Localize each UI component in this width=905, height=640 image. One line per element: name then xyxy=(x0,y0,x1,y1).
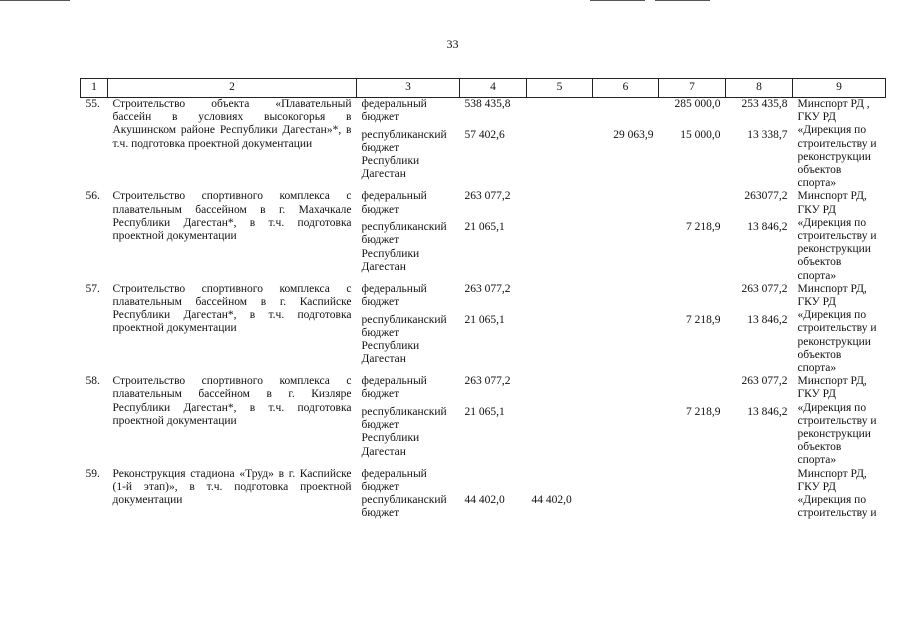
amount-cell: 13 846,2 xyxy=(747,221,788,234)
amount-cell xyxy=(659,190,726,221)
funding-source: федеральный бюджет xyxy=(361,98,427,124)
object-title-line: (1-й этап)», в т.ч. подготовка проектной xyxy=(112,480,352,493)
header-row xyxy=(81,79,886,98)
object-title-line: т.ч. подготовка проектной документации xyxy=(112,137,313,150)
amount-cell xyxy=(659,375,726,406)
amount-cell: 21 065,1 xyxy=(464,313,505,326)
row-number: 58. xyxy=(85,375,100,388)
amount-cell xyxy=(593,468,659,494)
amount-cell xyxy=(659,494,726,520)
amount-cell: 13 846,2 xyxy=(747,406,788,419)
amount-cell: 21 065,1 xyxy=(464,406,505,419)
funding-source: федеральный бюджет xyxy=(361,190,427,216)
amount-cell: 263 077,2 xyxy=(741,375,788,388)
amount-cell: 13 846,2 xyxy=(747,313,788,326)
row-number: 57. xyxy=(85,282,100,295)
executor: Минспорт РД , ГКУ РД «Дирекция по строительству и реконструкции объектов спорта» xyxy=(797,98,877,190)
funding-source: республиканский бюджет Республики Дагестан xyxy=(361,221,447,273)
amount-cell: 538 435,8 xyxy=(464,98,511,110)
amount-cell xyxy=(527,283,593,314)
amount-cell xyxy=(726,494,793,520)
table-row-federal xyxy=(81,375,886,406)
column-header: 6 xyxy=(593,79,659,98)
object-title-line: Республики Дагестан*, в т.ч. подготовка xyxy=(112,309,352,322)
top-rule-right xyxy=(655,0,710,1)
object-title xyxy=(108,375,357,467)
page-number: 33 xyxy=(446,37,459,51)
amount-cell xyxy=(593,221,659,283)
amount-cell xyxy=(527,190,593,221)
object-title-line: документации xyxy=(112,494,183,507)
amount-cell: 263077,2 xyxy=(744,190,788,203)
amount-cell xyxy=(527,375,593,406)
object-title-line: Строительство спортивного комплекса с xyxy=(112,282,352,295)
object-title xyxy=(108,468,357,521)
amount-cell xyxy=(593,190,659,221)
object-title-line: Реконструкция стадиона «Труд» в г. Каспийске xyxy=(112,467,352,480)
object-title-line: Республики Дагестан*, в т.ч. подготовка xyxy=(112,401,352,414)
amount-cell xyxy=(527,468,593,494)
table-row-federal xyxy=(81,190,886,221)
amount-cell: 263 077,2 xyxy=(464,282,511,295)
object-title xyxy=(108,98,357,191)
amount-cell xyxy=(593,98,659,129)
top-rule-center xyxy=(590,0,645,1)
executor: Минспорт РД, ГКУ РД «Дирекция по строительству и реконструкции объектов спорта» xyxy=(797,190,877,282)
object-title-line: проектной документации xyxy=(112,414,237,427)
object-title-line: плавательным бассейном в г. Махачкале xyxy=(112,203,352,216)
amount-cell: 7 218,9 xyxy=(686,313,721,326)
amount-cell xyxy=(593,494,659,520)
object-title-line: плавательным бассейном в г. Каспийске xyxy=(112,296,352,309)
amount-cell: 253 435,8 xyxy=(741,98,788,110)
amount-cell xyxy=(593,314,659,376)
funding-source: федеральный бюджет xyxy=(361,467,427,493)
amount-cell xyxy=(593,375,659,406)
funding-source: республиканский бюджет Республики Дагестан xyxy=(361,313,447,366)
object-title-line: плавательным бассейном в г. Кизляре xyxy=(112,388,352,401)
amount-cell xyxy=(593,283,659,314)
funding-source: федеральный бюджет xyxy=(361,282,427,309)
amount-cell: 57 402,6 xyxy=(464,128,505,141)
amount-cell xyxy=(460,468,527,494)
top-rule-left xyxy=(0,0,70,1)
budget-table xyxy=(80,78,886,521)
amount-cell xyxy=(527,221,593,283)
amount-cell xyxy=(659,283,726,314)
object-title xyxy=(108,190,357,282)
row-number: 55. xyxy=(85,98,100,110)
amount-cell xyxy=(527,129,593,191)
column-header: 4 xyxy=(460,79,527,98)
row-number: 59. xyxy=(85,467,100,480)
amount-cell: 21 065,1 xyxy=(464,221,505,234)
object-title-line: бассейн в условиях высокогорья в xyxy=(112,111,352,124)
amount-cell: 263 077,2 xyxy=(464,375,511,388)
amount-cell: 7 218,9 xyxy=(686,406,721,419)
object-title-line: Строительство спортивного комплекса с xyxy=(112,190,352,203)
object-title-line: проектной документации xyxy=(112,322,237,335)
column-header: 8 xyxy=(726,79,793,98)
amount-cell xyxy=(527,406,593,468)
object-title-line: Республики Дагестан*, в т.ч. подготовка xyxy=(112,216,352,229)
funding-source: республиканский бюджет Республики Дагестан xyxy=(361,406,447,458)
column-header: 2 xyxy=(108,79,357,98)
executor: Минспорт РД, ГКУ РД «Дирекция по строительству и реконструкции объектов спорта» xyxy=(797,375,877,467)
amount-cell: 263 077,2 xyxy=(464,190,511,203)
amount-cell xyxy=(527,314,593,376)
amount-cell: 263 077,2 xyxy=(741,282,788,295)
funding-source: республиканский бюджет Республики Дагестан xyxy=(361,128,447,181)
amount-cell: 44 402,0 xyxy=(464,494,505,507)
amount-cell: 15 000,0 xyxy=(680,128,721,141)
amount-cell xyxy=(593,406,659,468)
amount-cell xyxy=(527,98,593,129)
amount-cell: 29 063,9 xyxy=(613,128,654,141)
funding-source: республиканский бюджет xyxy=(361,494,447,520)
amount-cell: 7 218,9 xyxy=(686,221,721,234)
column-header: 9 xyxy=(793,79,886,98)
funding-source: федеральный бюджет xyxy=(361,375,427,401)
object-title xyxy=(108,283,357,375)
amount-cell: 285 000,0 xyxy=(674,98,721,110)
amount-cell xyxy=(659,468,726,494)
column-header: 3 xyxy=(357,79,460,98)
column-header: 7 xyxy=(659,79,726,98)
object-title-line: Строительство объекта «Плавательный xyxy=(112,98,352,110)
amount-cell: 44 402,0 xyxy=(531,494,572,507)
column-header: 1 xyxy=(81,79,108,98)
object-title-line: проектной документации xyxy=(112,230,237,243)
table-row-federal xyxy=(81,468,886,494)
table-row-federal xyxy=(81,98,886,129)
table-body xyxy=(81,98,886,521)
amount-cell: 13 338,7 xyxy=(747,128,788,141)
table-row-federal xyxy=(81,283,886,314)
executor: Минспорт РД, ГКУ РД «Дирекция по строительству и реконструкции объектов спорта» xyxy=(797,282,877,375)
amount-cell xyxy=(726,468,793,494)
object-title-line: Акушинском районе Республики Дагестан»*, в xyxy=(112,124,352,137)
column-header: 5 xyxy=(527,79,593,98)
executor: Минспорт РД, ГКУ РД «Дирекция по строительству и xyxy=(797,467,877,520)
row-number: 56. xyxy=(85,190,100,203)
object-title-line: Строительство спортивного комплекса с xyxy=(112,375,352,388)
